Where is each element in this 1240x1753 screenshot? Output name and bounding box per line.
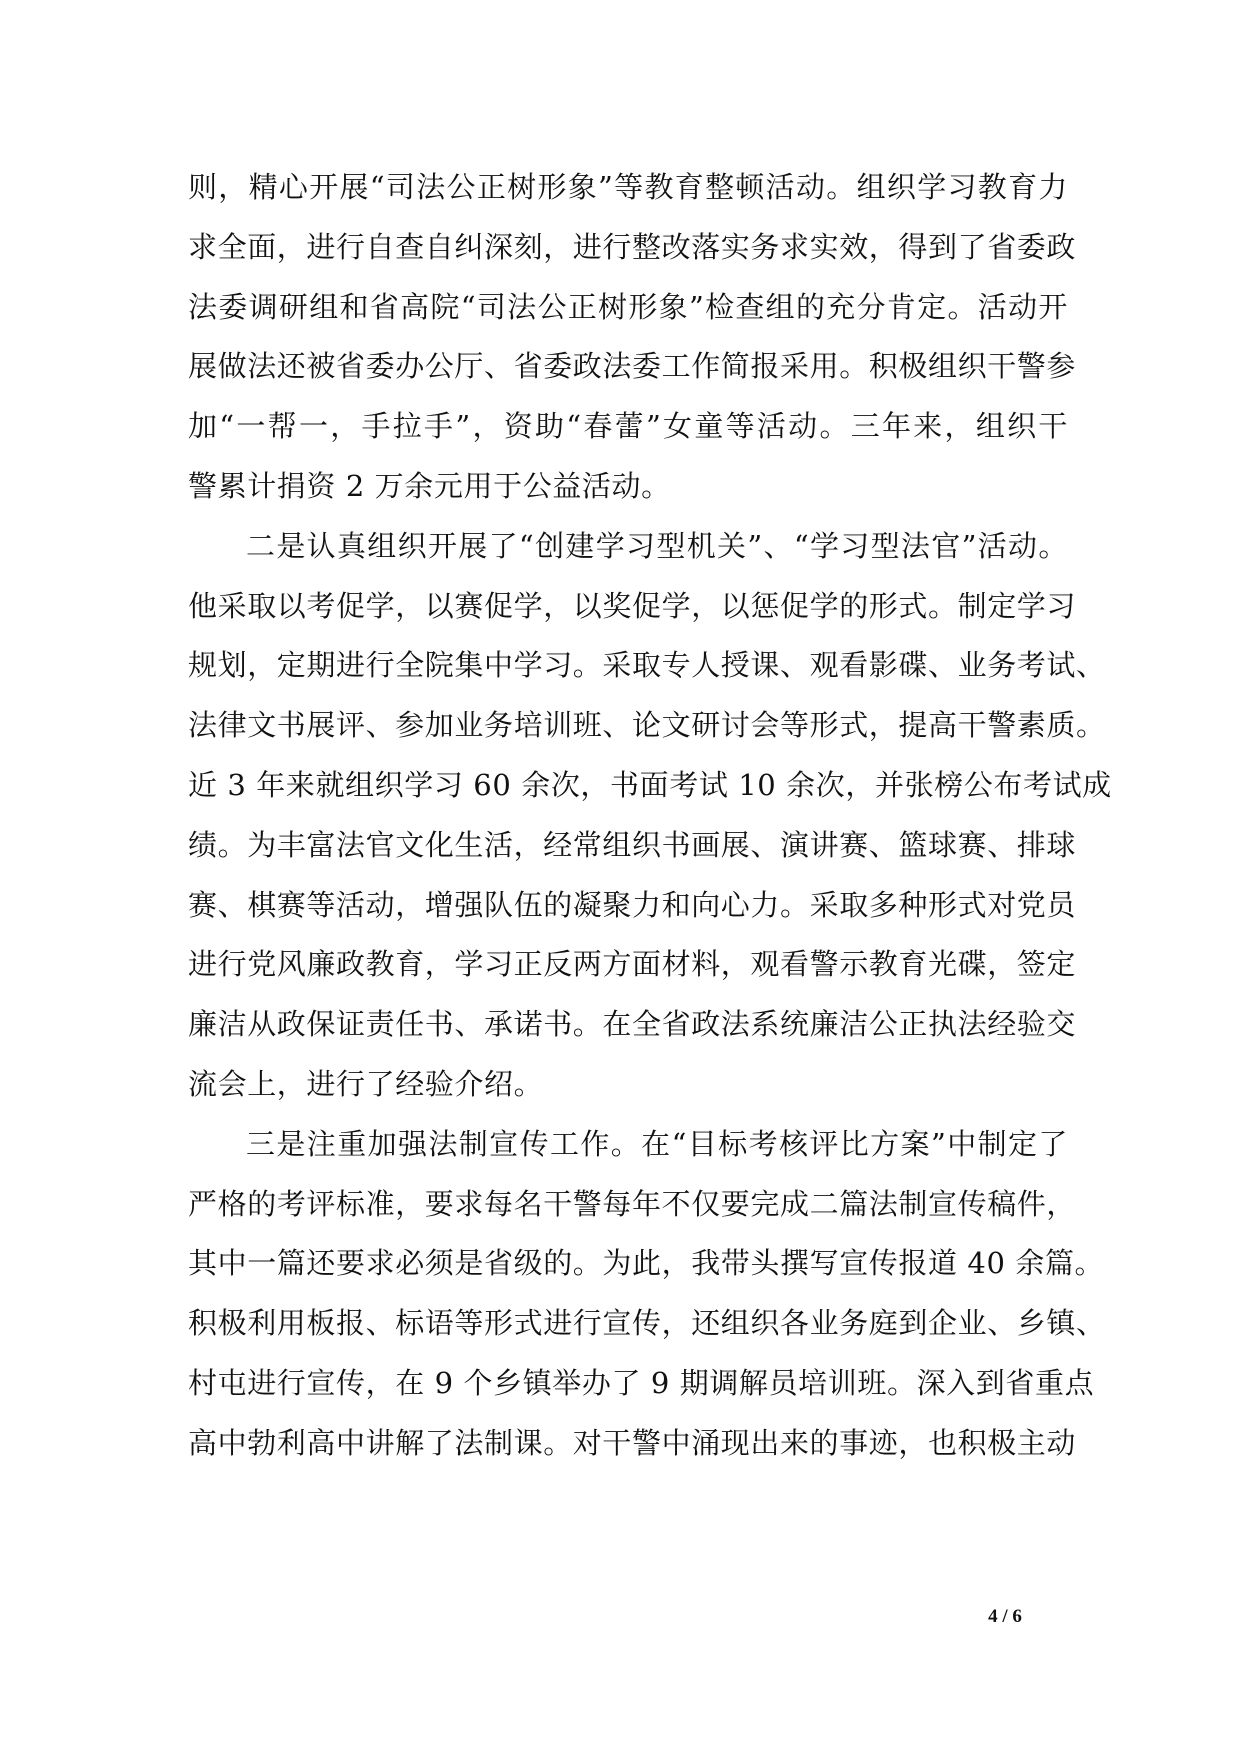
text-line: 求全面，进行自查自纠深刻，进行整改落实务求实效，得到了省委政 <box>188 229 1077 264</box>
text-line: 三是注重加强法制宣传工作。在“目标考核评比方案”中制定了 <box>246 1126 1068 1161</box>
text-line: 高中勃利高中讲解了法制课。对干警中涌现出来的事迹，也积极主动 <box>188 1425 1077 1460</box>
text-line: 展做法还被省委办公厅、省委政法委工作简报采用。积极组织干警参 <box>188 349 1077 384</box>
text-line: 绩。为丰富法官文化生活，经常组织书画展、演讲赛、篮球赛、排球 <box>188 827 1077 862</box>
text-line: 进行党风廉政教育，学习正反两方面材料，观看警示教育光碟，签定 <box>188 947 1077 982</box>
text-line: 其中一篇还要求必须是省级的。为此，我带头撰写宣传报道 40 余篇。 <box>188 1246 1105 1281</box>
paragraph-1 <box>188 158 1077 517</box>
text-line: 规划，定期进行全院集中学习。采取专人授课、观看影碟、业务考试、 <box>188 648 1106 683</box>
text-line: 则，精心开展“司法公正树形象”等教育整顿活动。组织学习教育力 <box>188 170 1068 204</box>
paragraph-3 <box>188 1115 1106 1474</box>
text-line: 严格的考评标准，要求每名干警每年不仅要完成二篇法制宣传稿件， <box>188 1186 1077 1221</box>
text-line: 村屯进行宣传，在 9 个乡镇举办了 9 期调解员培训班。深入到省重点 <box>188 1365 1095 1400</box>
text-line: 警累计捐资 2 万余元用于公益活动。 <box>188 468 671 503</box>
text-line: 廉洁从政保证责任书、承诺书。在全省政法系统廉洁公正执法经验交 <box>188 1007 1077 1042</box>
text-line: 二是认真组织开展了“创建学习型机关”、“学习型法官”活动。 <box>246 528 1068 563</box>
paragraph-2 <box>188 517 1112 1115</box>
text-line: 积极利用板报、标语等形式进行宣传，还组织各业务庭到企业、乡镇、 <box>188 1306 1106 1341</box>
text-line: 法律文书展评、参加业务培训班、论文研讨会等形式，提高干警素质。 <box>188 708 1106 743</box>
page-number: 4 / 6 <box>988 1606 1022 1627</box>
text-line: 他采取以考促学，以赛促学，以奖促学，以惩促学的形式。制定学习 <box>188 588 1077 623</box>
text-line: 赛、棋赛等活动，增强队伍的凝聚力和向心力。采取多种形式对党员 <box>188 887 1077 922</box>
text-line: 近 3 年来就组织学习 60 余次，书面考试 10 余次，并张榜公布考试成 <box>188 767 1112 802</box>
body-text <box>188 158 1112 1474</box>
text-line: 加“一帮一，手拉手”，资助“春蕾”女童等活动。三年来，组织干 <box>188 409 1068 444</box>
text-line: 法委调研组和省高院“司法公正树形象”检查组的充分肯定。活动开 <box>188 289 1068 324</box>
text-line: 流会上，进行了经验介绍。 <box>188 1066 544 1101</box>
